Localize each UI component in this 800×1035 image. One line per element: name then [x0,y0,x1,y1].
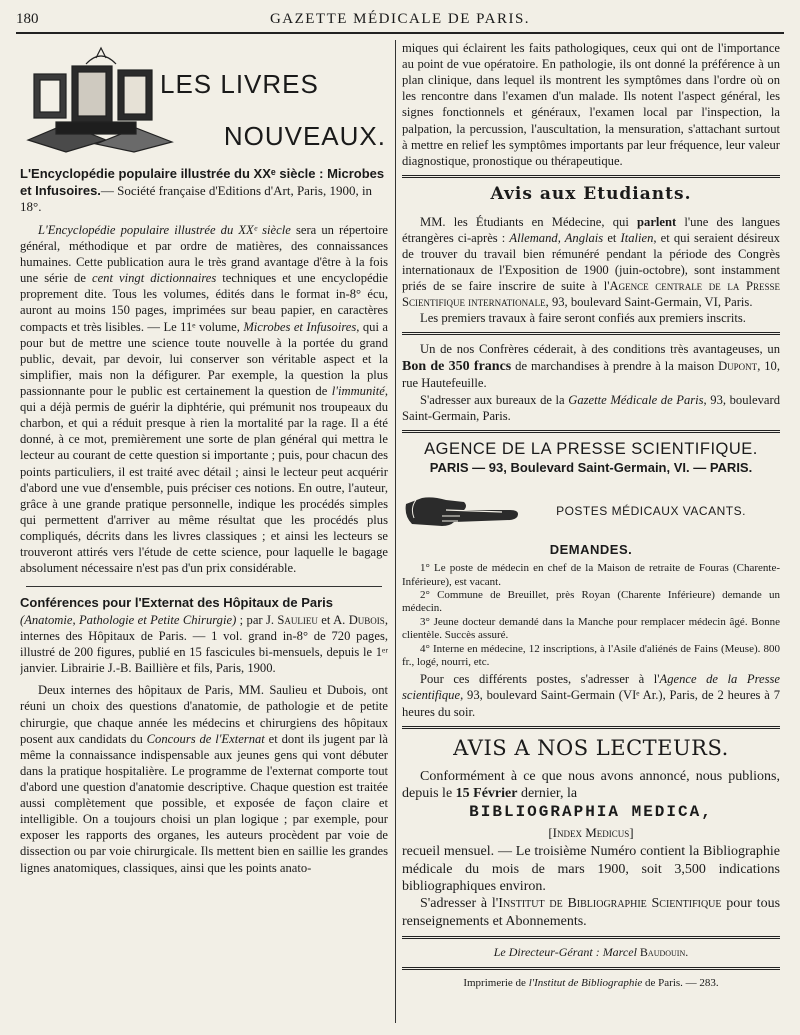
book2-author1: Saulieu [277,612,318,627]
agence-contact-text-a: Pour ces différents postes, s'adresser à l' [420,672,660,687]
book1-review-text-c: , qui a pour but de mettre une science toute nouvelle à la portée du grand public, devait, par devoir, lui conserver son véritable aspect et la simplifier, mais non la défigurer. Par exemple, la question la plus passionnante pour le public est certainement la question de [20,319,388,398]
bon-notice-maison: Dupont [718,358,758,373]
agence-contact-text-b: , 93, boulevard Saint-Germain (VIᵉ Ar.), Paris, de 2 heures à 7 heures du soir. [402,688,780,719]
postes-heading: POSTES MÉDICAUX VACANTS. [556,503,746,518]
books-illustration-icon [26,44,176,154]
double-rule [402,936,780,939]
book2-authors-b: et A. [317,612,349,627]
book2-review-continuation: miques qui éclairent les faits pathologiques, ceux qui ont de l'importance au point de vue opératoire. En pathologie, ils ont donné la préférence à un plan clinique, dans lequel ils montrent les symptômes dans l'ordre où on les rencontre dans l'examen d'un malade. Ils notent l'aspect général, les signes fonctionnels et généraux, l'examen local par l'inspection, la palpation, la percussion, l'auscultation, la mensuration, s'attachant surtout à mettre en relief les symptômes importants par leur fréquence, leur valeur diagnostique, pronostique ou thérapeutique. [402,41,780,168]
left-column [20,40,388,1029]
avis-etudiants-text-c: et [603,230,621,245]
index-medicus: [Index Medicus] [548,824,634,840]
book2-subtitle: (Anatomie, Pathologie et Petite Chirurgie) [20,612,237,627]
directeur-name: Baudouin [639,945,686,960]
imprimerie-line [402,976,780,990]
bon-notice-text-a: Un de nos Confrères céderait, à des conditions très avantageuses, un [420,342,780,357]
avis-lecteurs-text-d: pour tous renseignements et Abonnements. [402,896,780,929]
double-rule [402,967,780,970]
book2-citation [20,612,388,676]
bon-notice-strong: Bon de 350 francs [402,358,512,374]
bon-notice-em: Gazette Médicale de Paris [568,392,704,407]
book2-review [20,682,388,875]
avis-etudiants-text-e: , 93, boulevard Saint-Germain, VI, Paris. [545,295,753,310]
bon-notice-text-b: de marchandises à prendre à la maison [511,358,719,373]
book1-review-text-b: techniques et une encyclopédie proprement dite. Tous les volumes, édités dans le format in-8° écu, auront au moins 150 pages, imprimées sur beau papier, en caractères compacts et très lisibles. — Le 11ᵉ volume, [20,271,388,334]
avis-etudiants-p2: Les premiers travaux à faire seront confiés aux premiers inscrits. [420,311,746,326]
pointing-hand-icon [402,486,522,536]
avis-etudiants-em-a: Allemand, Anglais [509,230,604,245]
page-number: 180 [16,10,39,27]
book2-review-text-a: Deux internes des hôpitaux de Paris, MM. Saulieu et Dubois, ont réuni un choix des questions d'anatomie, de pathologie et de petite chirurgie, que chaque année les médecins et chirurgiens des hôpitaux posent aux candidats du [20,683,388,746]
section-title-line1: LES LIVRES [160,69,319,99]
bon-notice-text-e: , 93, boulevard Saint-Germain, Paris. [402,392,780,423]
section-separator [26,586,382,587]
book1-review-text-a: sera un répertoire général, méthodique et par ordre de matières, des connaissances humaines. Cette publication aura le très grand avantage d'être à la fois une série de [20,222,388,286]
agence-contact-em: Agence de la Presse scientifique [402,672,780,703]
book2-title: Conférences pour l'Externat des Hôpitaux de Paris [20,595,334,611]
right-column [402,40,780,1029]
imprimerie-em: l'Institut de Bibliographie [528,976,643,989]
book1-review-em-a: cent vingt dictionnaires [92,271,217,286]
bon-notice-p1 [402,341,780,391]
agence-contact [402,671,780,719]
postes-header [402,482,780,540]
double-rule [402,430,780,433]
avis-lecteurs-p3 [402,895,780,930]
book1-title [20,166,388,216]
avis-etudiants-text-d: , et qui seraient désireux de trouver du travail bien rémunéré pendant la période des Congrès internationaux de l'Exposition de 1900 (juin-octobre), sont instamment priés de se faire inscrire de suite à l' [402,230,780,294]
book1-review-em-c: l'immunité [331,383,385,398]
book2-review-em: Concours de l'Externat [146,731,265,746]
book2-author2: Dubois [348,612,385,627]
avis-lecteurs-p1 [402,768,780,803]
avis-etudiants-text-b: l'une des langues étrangères ci-après : [402,214,780,245]
poste-item: 3° Jeune docteur demandé dans la Manche pour remplacer médecin âgé. Bonne clientèle. Succès assuré. [402,615,780,642]
poste-item: 1° Le poste de médecin en chef de la Maison de retraite de Fouras (Charente-Inférieure), est vacant. [402,562,780,588]
column-divider [395,40,396,1023]
book2-review-text-b: et dont ils jugent par là même la connaissance indispensable aux jeunes gens qui vont débuter dans la pratique hospitalière. Le programme de l'externat comporte tout d'abord une question d'anatomie descriptive. Chaque question est traitée aussi complètement que possible, et exposée de façon claire et intelligible. On a toujours choisi un plan logique ; par exemple, pour exposer les rapports des organes, les auteurs procèdent par voie de dissection ou par voie chirurgicale. Ils mettent bien en saillie les grandes lignes anatomiques, classiques, ainsi que les points anato- [20,731,388,875]
double-rule [402,726,780,729]
section-title-line2: NOUVEAUX. [223,121,386,151]
book1-title-text: L'Encyclopédie populaire illustrée du XXᵉ siècle : Microbes et Infusoires. [20,166,385,198]
directeur-gerant: Le Directeur-Gérant : Marcel Baudouin. [493,945,689,960]
avis-lecteurs-p2: recueil mensuel. — Le troisième Numéro contient la Bibliographie médicale du mois de mars 1900, soit 3,500 indications bibliographiques environ. [402,844,780,895]
directeur-label: Le Directeur-Gérant : Marcel [493,945,640,960]
book2-authors-c: , internes des Hôpitaux de Paris. — 1 vol. grand in-8° de 720 pages, illustré de 200 figures, publié en 15 fascicules bi-mensuels, depuis le 1ᵉʳ janvier. Librairie J.-B. Baillière et fils, Paris, 1900. [20,612,388,676]
agence-address: PARIS — 93, Boulevard Saint-Germain, VI. — PARIS. [429,459,753,475]
double-rule [402,175,780,178]
avis-etudiants-p1 [402,214,780,311]
avis-etudiants-title: Avis aux Etudiants. [490,183,692,204]
running-head: GAZETTE MÉDICALE DE PARIS. [269,10,531,27]
avis-lecteurs-institut: Institut de Bibliographie Scientifique [498,896,722,912]
book1-review-text-d: , qui a déjà permis de guérir la diphtérie, qui prémunit nos troupeaux du charbon, et qui a réduit presque à rien la mortalité par la rage. Il a été donné, à ce mot, premièrement une sorte de plan général qui mettra le lecteur au courant de cette question si importante ; puis, pour chacun des points particuliers, il est traité avec détail ; ainsi le lecteur peut acquérir d'abord une vue d'ensemble, puis préciser ces notions. En outre, l'auteur, grâce à une grande pratique personnelle, indique les procédés simples qui permettent d'arriver au même résultat que les procédés plus compliqués, décrits dans les livres classiques ; et ainsi les lecteurs se trouveront attirés vers l'étude de cette science, pour laquelle le bagage absolument nécessaire n'est pas d'un prix considérable. [20,383,388,576]
book1-review [20,222,388,576]
avis-lecteurs-text-c: S'adresser à l' [420,896,499,912]
book2-authors-a: ; par J. [236,612,278,627]
bibliographia-title: BIBLIOGRAPHIA MEDICA, [469,803,713,822]
bon-notice-p2 [402,392,780,424]
page-header [16,6,784,34]
agence-title: AGENCE DE LA PRESSE SCIENTIFIQUE. [424,439,758,458]
imprimerie-text-a: Imprimerie de [463,976,529,989]
bon-notice-text-c: , 10, rue Hautefeuille. [402,358,780,391]
avis-lecteurs-text-b: dernier, la [517,785,578,801]
book1-review-lead: L'Encyclopédie populaire illustrée du XXᵉ siècle [38,222,291,237]
demandes-heading: DEMANDES. [549,542,633,558]
avis-lecteurs-title: AVIS A NOS LECTEURS. [453,735,729,760]
avis-etudiants-text-a: MM. les Étudiants en Médecine, qui [420,214,638,229]
book1-publisher: — Société française d'Editions d'Art, Paris, 1900, in 18°. [20,182,373,215]
avis-lecteurs-text-a: Conformément à ce que nous avons annoncé, nous publions, depuis le [402,768,780,801]
poste-item: 2° Commune de Breuillet, près Royan (Charente Inférieure) demande un médecin. [402,588,780,615]
bon-notice-text-d: S'adresser aux bureaux de la [420,392,569,407]
avis-lecteurs-strong: 15 Février [455,785,518,801]
book1-review-em-b: Microbes et Infusoires [243,319,357,334]
avis-etudiants-agence: Agence centrale de la Presse Scientifique internationale [402,279,780,310]
poste-item: 4° Interne en médecine, 12 inscriptions, à l'Asile d'aliénés de Fains (Meuse). 800 fr., logé, nourri, etc. [402,642,780,668]
avis-etudiants-em-b: Italien [620,230,654,245]
imprimerie-text-b: de Paris. — 283. [642,976,719,989]
avis-etudiants-strong: parlent [637,214,677,229]
section-masthead [20,40,388,162]
double-rule [402,332,780,335]
